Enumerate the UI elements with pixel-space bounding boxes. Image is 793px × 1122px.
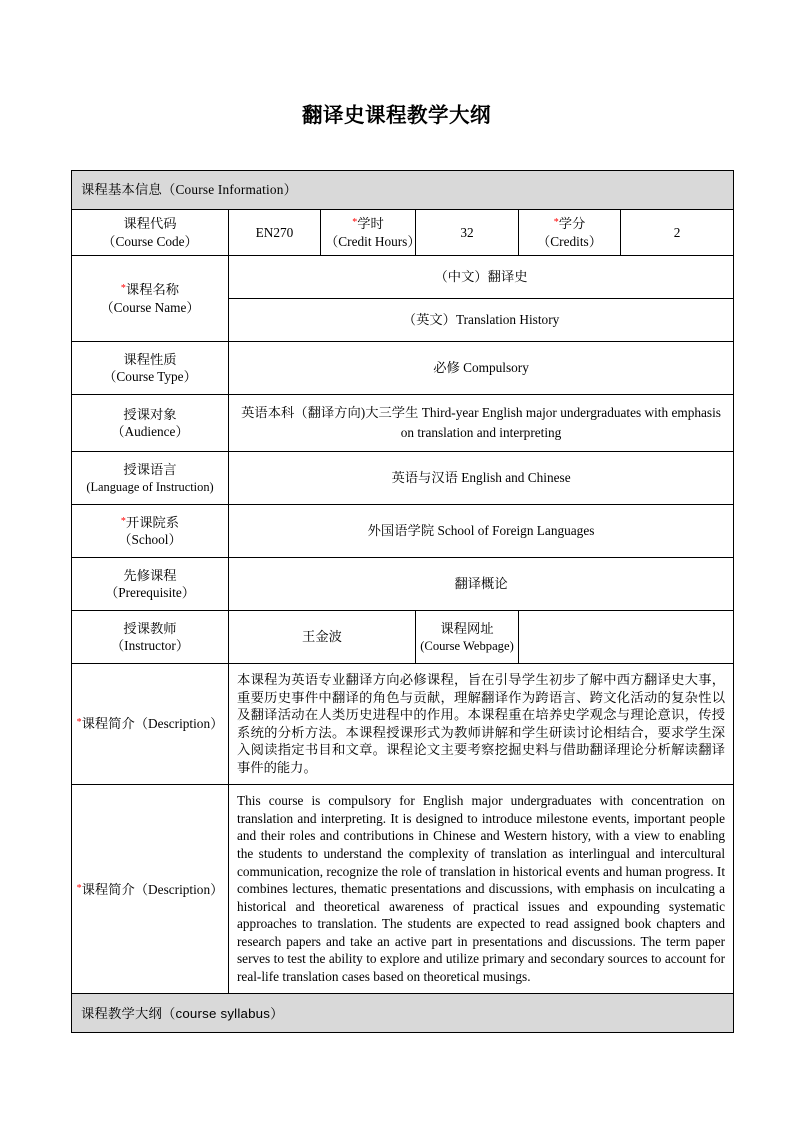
value-school: 外国语学院 School of Foreign Languages bbox=[229, 505, 734, 558]
label-course-code bbox=[72, 210, 229, 256]
course-information-table bbox=[71, 170, 734, 1033]
value-course-name-en: （英文）Translation History bbox=[229, 299, 734, 342]
label-description-cn-inner bbox=[76, 715, 224, 733]
label-school-cn-text: 开课院系 bbox=[125, 514, 180, 530]
section-header-course-syllabus: 课程教学大纲（course syllabus） bbox=[72, 994, 734, 1033]
label-credit-hours bbox=[321, 210, 421, 256]
required-asterisk-icon: * bbox=[120, 283, 126, 295]
value-description-cn: 本课程为英语专业翻译方向必修课程，旨在引导学生初步了解中西方翻译史大事，重要历史事件中翻译的角色与贡献，理解翻译作为跨语言、跨文化活动的复杂性以及翻译活动在人类历史进程中的作用。本课程重在培养史学观念与理论意识，传授系统的分析方法。本课程授课形式为教师讲解和学生研读讨论相结合，要求学生深入阅读指定书目和文章。课程论文主要考察挖掘史料与借助翻译理论分析解读翻译事件的能力。 bbox=[229, 664, 734, 785]
value-language-of-instruction: 英语与汉语 English and Chinese bbox=[229, 452, 734, 505]
label-prerequisite bbox=[72, 558, 229, 611]
table-row-school bbox=[72, 505, 734, 558]
label-instructor-cn: 授课教师 bbox=[123, 620, 177, 636]
label-course-type bbox=[72, 342, 229, 395]
label-credit-hours-cn-text: 学时 bbox=[357, 216, 384, 231]
label-credit-hours-en: （Credit Hours） bbox=[325, 233, 421, 249]
label-language-of-instruction bbox=[72, 452, 229, 505]
value-instructor: 王金波 bbox=[229, 611, 416, 664]
table-row-course-name-cn bbox=[72, 256, 734, 299]
label-course-webpage-cn: 课程网址 bbox=[440, 621, 494, 637]
required-asterisk-icon: * bbox=[76, 882, 82, 894]
table-row-audience bbox=[72, 395, 734, 452]
label-prerequisite-cn: 先修课程 bbox=[123, 567, 177, 583]
label-credits-cn-text: 学分 bbox=[558, 216, 586, 231]
label-language-cn: 授课语言 bbox=[123, 462, 177, 478]
label-description-cn bbox=[72, 664, 229, 785]
label-description-en-text: 课程简介（Description） bbox=[81, 881, 224, 897]
label-description-cn-text: 课程简介（Description） bbox=[81, 716, 224, 732]
label-course-name-en: （Course Name） bbox=[100, 299, 200, 315]
value-credit-hours: 32 bbox=[416, 210, 519, 256]
label-instructor-en: （Instructor） bbox=[110, 638, 190, 654]
required-asterisk-icon: * bbox=[120, 515, 126, 527]
table-row-course-code bbox=[72, 210, 734, 256]
table-row-prerequisite bbox=[72, 558, 734, 611]
value-course-type: 必修 Compulsory bbox=[229, 342, 734, 395]
label-credit-hours-cn bbox=[325, 215, 411, 233]
table-row-instructor bbox=[72, 611, 734, 664]
label-audience bbox=[72, 395, 229, 452]
label-course-type-en: （Course Type） bbox=[103, 369, 197, 385]
label-course-webpage-en: (Course Webpage) bbox=[420, 638, 514, 653]
table-row-section-header bbox=[72, 171, 734, 210]
value-description-en: This course is compulsory for English major undergraduates with concentration on translation and interpreting. It is designed to introduce milestone events, important people and their roles and contributions in Chinese and Western history, with a view to enabling the students to understand the complexity of translation as interlingual and intercultural communication, recognize the role of translation in historical events and human progress. It combines lectures, thematic presentations and discussions, with emphasis on inculcating a historical and theoretical awareness of practical issues and expounding systematic approaches to translation. The students are expected to read assigned book chapters and research papers and take an active part in presentations and discussions. The term paper serves to test the ability to explore and utilize primary and secondary sources to account for real-life translation cases based on theoretical musings. bbox=[229, 785, 734, 994]
required-asterisk-icon: * bbox=[352, 217, 358, 228]
label-credits bbox=[519, 210, 621, 256]
required-asterisk-icon: * bbox=[553, 217, 559, 228]
label-description-en-inner bbox=[76, 881, 224, 899]
value-credits: 2 bbox=[621, 210, 734, 256]
label-school-en: （School） bbox=[118, 532, 182, 548]
table-row-course-type bbox=[72, 342, 734, 395]
label-credits-cn bbox=[523, 215, 616, 233]
label-audience-cn: 授课对象 bbox=[123, 406, 177, 422]
table-row-description-cn bbox=[72, 664, 734, 785]
value-audience: 英语本科（翻译方向)大三学生 Third-year English major undergraduates with emphasis on translation and interpreting bbox=[229, 395, 734, 452]
label-course-name bbox=[72, 256, 229, 342]
value-course-name-cn: （中文）翻译史 bbox=[229, 256, 734, 299]
label-prerequisite-en: （Prerequisite） bbox=[104, 585, 196, 601]
label-course-type-cn: 课程性质 bbox=[123, 351, 177, 367]
label-school-cn bbox=[76, 514, 224, 532]
label-course-webpage bbox=[416, 611, 519, 664]
label-course-name-cn-text: 课程名称 bbox=[125, 282, 180, 298]
label-instructor bbox=[72, 611, 229, 664]
label-audience-en: （Audience） bbox=[111, 424, 189, 440]
label-language-en: (Language of Instruction) bbox=[86, 479, 214, 494]
label-credits-en: （Credits） bbox=[536, 233, 602, 249]
table-row-footer-band bbox=[72, 994, 734, 1033]
label-course-code-en: （Course Code） bbox=[102, 233, 198, 249]
section-header-course-information: 课程基本信息（Course Information） bbox=[72, 171, 734, 210]
required-asterisk-icon: * bbox=[76, 717, 82, 729]
table-row-language bbox=[72, 452, 734, 505]
label-school bbox=[72, 505, 229, 558]
table-row-description-en bbox=[72, 785, 734, 994]
label-course-code-cn: 课程代码 bbox=[123, 216, 177, 231]
label-description-en bbox=[72, 785, 229, 994]
value-prerequisite: 翻译概论 bbox=[229, 558, 734, 611]
page-title: 翻译史课程教学大纲 bbox=[302, 105, 491, 127]
label-course-name-cn bbox=[76, 281, 224, 299]
value-course-code: EN270 bbox=[229, 210, 321, 256]
value-course-webpage bbox=[519, 611, 734, 664]
